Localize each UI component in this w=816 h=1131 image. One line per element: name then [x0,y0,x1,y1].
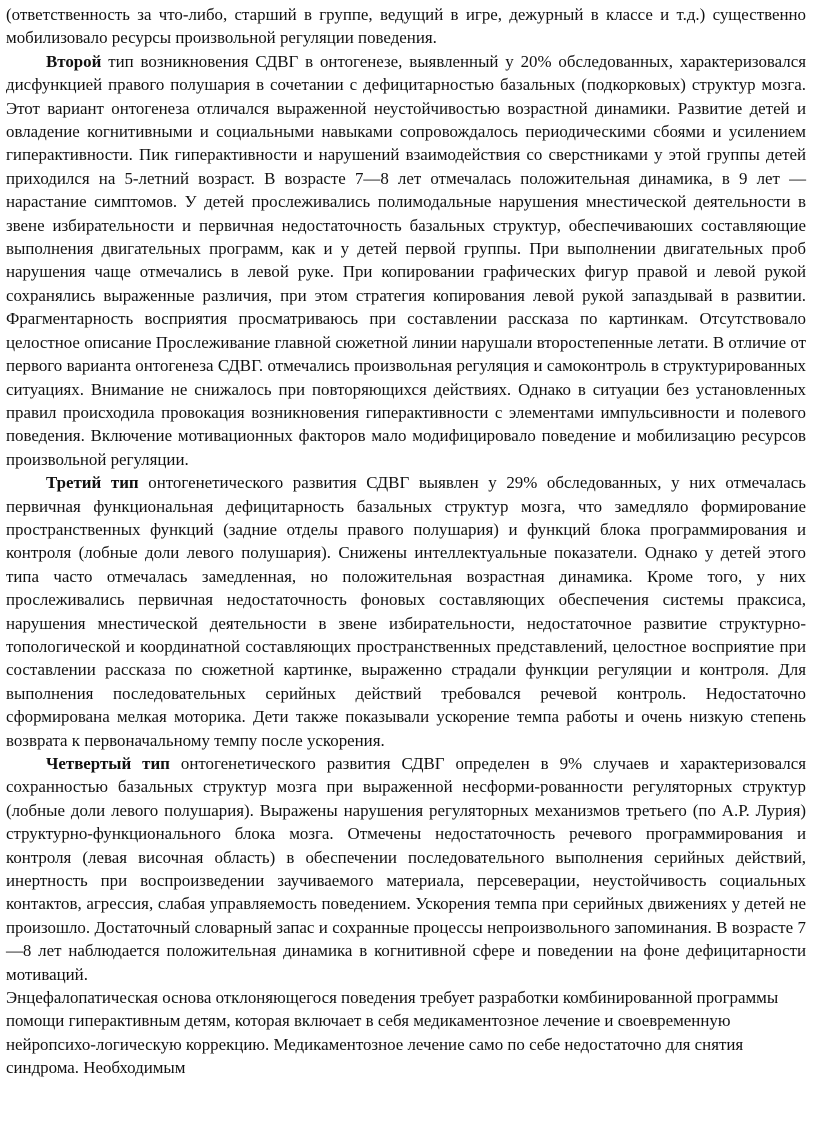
paragraph-lead: Второй [46,51,102,71]
paragraph-third-type [6,471,806,752]
paragraph-fourth-type [6,752,806,986]
paragraph-text: онтогенетического развития СДВГ выявлен у 29% обследованных, у них отмечалась первичная функциональная дефицитарность базальных структур мозга, что замедляло формирование пространственных функций (задние отделы правого полушария) и функций блока программирования и контроля (лобные доли левого полушария). Снижены интеллектуальные показатели. Однако у детей этого типа часто отмечалась замедленная, но положительная возрастная динамика. Кроме того, у них прослеживались первичная недостаточность фоновых составляющих обеспечения системы праксиса, нарушения мнестической деятельности в звене избирательности, недостаточное развитие структурно-топологической и координатной составляющих пространственных представлений, целостное восприятие при составлении рассказа по сюжетной картинке, выраженно страдали функции регуляции и контроля. Для выполнения последовательных серийных действий требовался речевой контроль. Недостаточно сформирована мелкая моторика. Дети также показывали ускорение темпа работы и очень низкую степень возврата к первоначальному темпу после ускорения. [6,473,806,750]
paragraph-lead: Третий тип [46,473,139,493]
paragraph-continuation [6,3,806,50]
paragraph-lead: Четвертый тип [46,754,170,773]
paragraph-second-type [6,50,806,471]
paragraph-conclusion [6,986,806,1080]
paragraph-text: Энцефалопатическая основа отклоняющегося поведения требует разработки комбинированной программы помощи гиперактивным детям, которая включает в себя медикаментозное лечение и своевременную нейропсихо-логическую коррекцию. Медикаментозное лечение само по себе недостаточно для снятия синдрома. Необходимым [6,988,779,1078]
paragraph-text: (ответственность за что-либо, старший в группе, ведущий в игре, дежурный в классе и т.д.) существенно мобилизовало ресурсы произвольной регуляции поведения. [6,5,806,48]
paragraph-text: онтогенетического развития СДВГ определен в 9% случаев и характеризовался сохранностью базальных структур мозга при выраженной несформи-рованности регуляторных структур (лобные доли левого полушария). Выражены нарушения регуляторных механизмов третьего (по А.Р. Лурия) структурно-функционального блока мозга. Отмечены недостаточность речевого программирования и контроля (левая височная область) в обеспечении последовательного выполнения серийных действий, инертность при воспроизведении заучиваемого материала, персеверации, неустойчивость социальных контактов, агрессия, слабая управляемость поведением. Ускорения темпа при серийных движениях у детей не произошло. Достаточный словарный запас и сохранные процессы непроизвольного запоминания. В возрасте 7—8 лет наблюдается положительная динамика в когнитивной сфере и поведении на фоне дефицитарности мотиваций. [6,754,806,984]
paragraph-text: тип возникновения СДВГ в онтогенезе, выявленный у 20% обследованных, характеризовался дисфункцией правого полушария в сочетании с дефицитарностью базальных (подкорковых) структур мозга. Этот вариант онтогенеза отличался выраженной неустойчивостью возрастной динамики. Развитие детей и овладение когнитивными и социальными навыками сопровождалось периодическими сбоями и усилением гиперактивности. Пик гиперактивности и нарушений взаимодействия со сверстниками у этой группы детей приходился на 5-летний возраст. В возрасте 7—8 лет отмечалась положительная динамика, в 9 лет — нарастание симптомов. У детей прослеживались полимодальные нарушения мнестической деятельности в звене избирательности и первичная недостаточность базальных структур, обеспечиваюших составляющие выполнения двигательных программ, как и у детей первой группы. При выполнении двигательных проб нарушения чаще отмечались в левой руке. При копировании графических фигур правой и левой рукой сохранялись выраженные различия, при этом стратегия копирования левой рукой запаздывай в развитии. Фрагментарность восприятия просматриваюсь при составлении рассказа по картинкам. Отсутствовало целостное описание Прослеживание главной сюжетной линии нарушали второстепенные летати. В отличие от первого варианта онтогенеза СДВГ. отмечались произвольная регуляция и самоконтроль в структурированных ситуациях. Внимание не снижалось при повторяющихся действиях. Однако в ситуации без установленных правил происходила провокация возникновения гиперактивности с элементами импульсивности и полевого поведения. Включение мотивационных факторов мало модифицировало поведение и мобилизацию ресурсов произвольной регуляции. [6,51,806,469]
